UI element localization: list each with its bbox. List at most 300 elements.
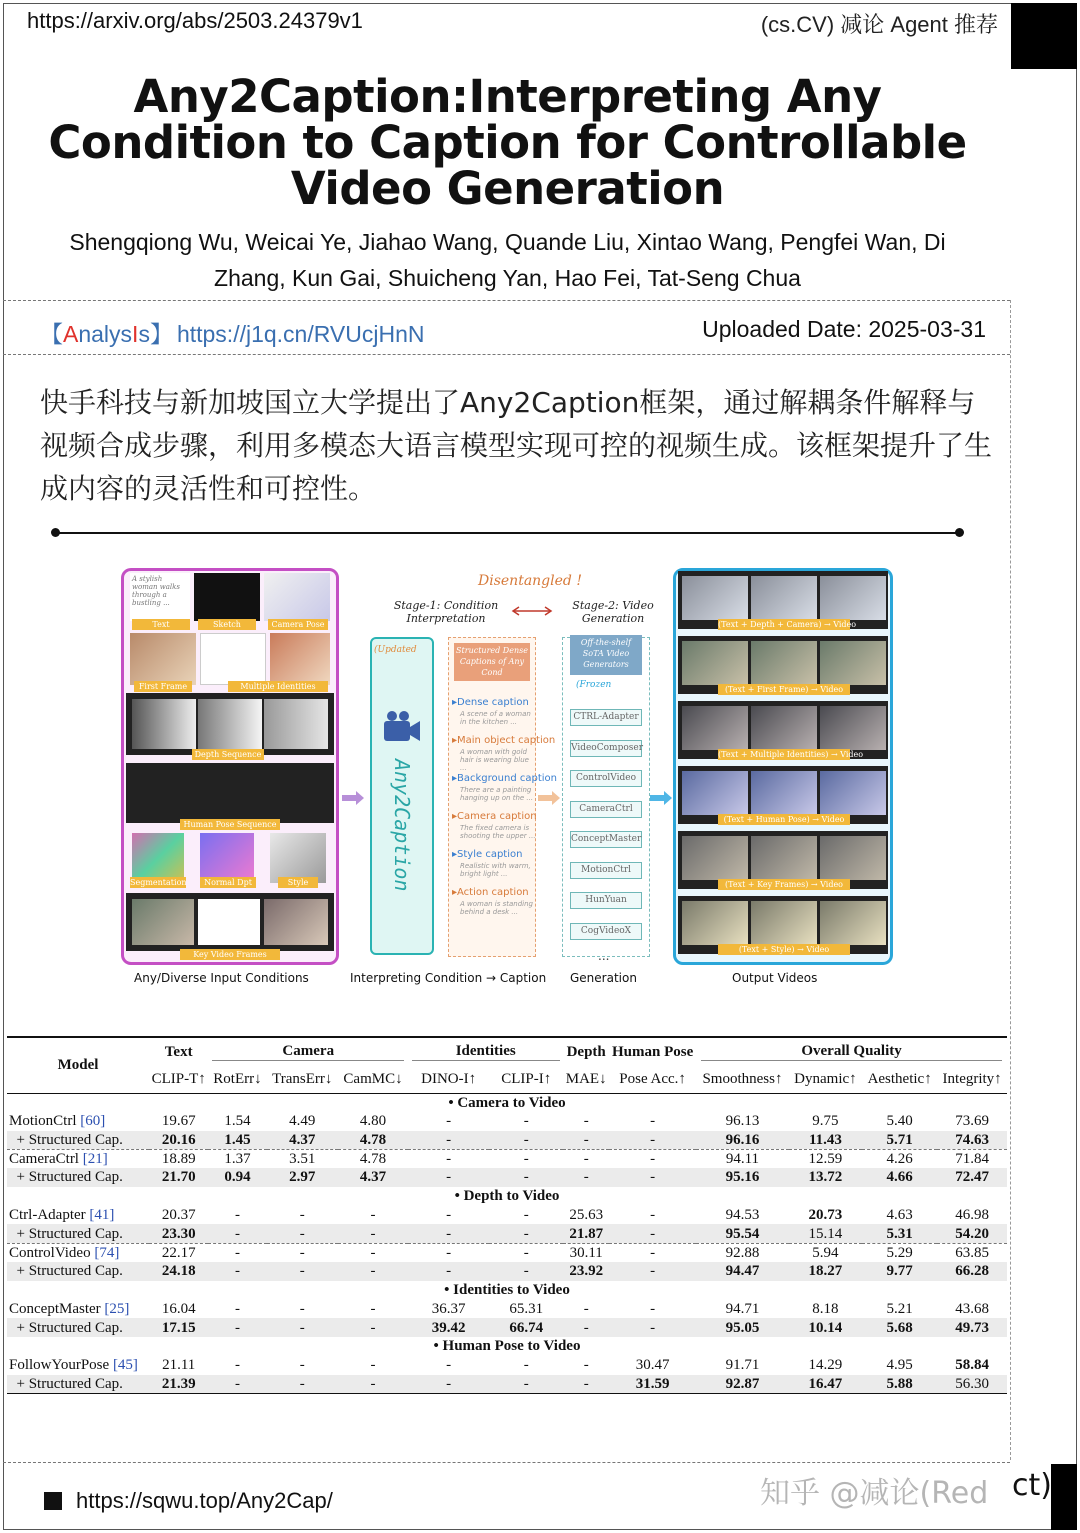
table-cell: 5.21 — [886, 1300, 913, 1317]
table-cell: - — [583, 1150, 589, 1167]
table-row — [7, 1375, 1007, 1394]
model-name — [7, 1168, 149, 1187]
camera-pose-thumbnail — [264, 573, 330, 621]
analysis-word-part: nalys — [78, 321, 133, 347]
footer-bullet — [44, 1492, 62, 1510]
table-cell: - — [370, 1357, 376, 1374]
video-camera-icon — [380, 707, 424, 747]
table-cell: - — [583, 1113, 589, 1130]
output-frame — [820, 771, 886, 815]
table-row — [7, 1300, 1007, 1319]
table-cell: - — [370, 1300, 376, 1317]
table-cell: - — [338, 1318, 408, 1337]
table-cell: 94.71 — [725, 1300, 760, 1317]
table-row — [7, 1131, 1007, 1150]
table-cell: 21.70 — [149, 1168, 208, 1187]
output-label: (Text + Key Frames) → Video — [718, 879, 850, 890]
table-cell: 2.97 — [267, 1168, 338, 1187]
section-header-row — [7, 1337, 1007, 1356]
generator-item: MotionCtrl — [570, 862, 642, 879]
structured-captions-box: Structured Dense Captions of Any Cond — [454, 643, 530, 681]
table-cell: 18.27 — [789, 1262, 862, 1281]
table-cell: 1.54 — [224, 1113, 251, 1130]
table-cell: - — [234, 1300, 240, 1317]
corner-block-top — [1011, 3, 1077, 69]
table-cell: 4.95 — [886, 1357, 913, 1374]
table-cell: 1.37 — [224, 1150, 251, 1167]
output-label: (Text + Depth + Camera) → Video — [718, 620, 857, 629]
output-frame — [682, 901, 748, 945]
table-cell: - — [338, 1375, 408, 1394]
model-name — [7, 1375, 149, 1394]
table-cell: 5.71 — [862, 1131, 937, 1150]
table-row — [7, 1356, 1007, 1375]
input-label: Segmentation — [130, 878, 187, 887]
identity-thumbnail — [270, 633, 330, 685]
output-frame — [820, 706, 886, 750]
citation-link[interactable]: [41] — [89, 1207, 115, 1224]
divider — [3, 354, 1010, 355]
output-frame — [820, 901, 886, 945]
model-name — [7, 1262, 149, 1281]
citation-link[interactable]: [60] — [80, 1113, 106, 1130]
table-row — [7, 1224, 1007, 1243]
group-label: Camera — [212, 1042, 404, 1061]
table-cell: 23.30 — [149, 1224, 208, 1243]
model-name — [7, 1318, 149, 1337]
table-cell: 66.28 — [937, 1262, 1007, 1281]
caption-item-title: ▸Dense caption — [452, 697, 529, 708]
table-cell: - — [563, 1168, 609, 1187]
table-cell: - — [650, 1300, 656, 1317]
metric-header: CLIP-I↑ — [501, 1070, 552, 1087]
arrow-right-icon — [538, 791, 560, 805]
table-cell: - — [650, 1244, 656, 1261]
col-group-camera — [208, 1037, 408, 1065]
model-name — [7, 1243, 149, 1262]
table-row — [7, 1318, 1007, 1337]
figure-caption-interpreting: Interpreting Condition → Caption — [350, 971, 547, 985]
table-cell: 39.42 — [408, 1318, 489, 1337]
input-label: Camera Pose — [268, 619, 328, 630]
citation-link[interactable]: [21] — [82, 1150, 108, 1167]
citation-link[interactable]: [25] — [104, 1300, 130, 1317]
table-cell: - — [523, 1150, 529, 1167]
caption-item-title: ▸Style caption — [452, 849, 523, 860]
output-frame — [751, 771, 817, 815]
separator-dot — [955, 528, 964, 537]
table-cell: - — [650, 1150, 656, 1167]
metric-header: CamMC↓ — [343, 1070, 403, 1087]
section-title: • Camera to Video — [448, 1094, 566, 1111]
output-frame — [682, 706, 748, 750]
bracket-close: 】 — [149, 321, 173, 347]
table-cell: 92.87 — [696, 1375, 789, 1394]
table-cell: 95.05 — [696, 1318, 789, 1337]
table-cell: 8.18 — [812, 1300, 839, 1317]
caption-item-title: ▸Action caption — [452, 887, 529, 898]
arrow-right-icon — [342, 791, 364, 805]
metric-header: Smoothness↑ — [702, 1070, 783, 1087]
model-label: + Structured Cap. — [9, 1225, 123, 1242]
table-cell: 58.84 — [955, 1357, 989, 1374]
caption-item-body: A woman is standing behind a desk ... — [460, 900, 533, 916]
bidirectional-arrow-icon — [510, 605, 554, 617]
table-cell: 65.31 — [509, 1300, 544, 1317]
table-cell: - — [299, 1207, 305, 1224]
pose-film-strip — [126, 763, 334, 823]
style-thumbnail — [270, 833, 326, 883]
key-frame — [132, 899, 194, 945]
stage-1-label: Stage-1: Condition Interpretation — [393, 599, 499, 625]
caption-item-title: ▸Background caption — [452, 773, 557, 784]
table-cell: - — [489, 1224, 563, 1243]
updated-label: (Updated — [374, 645, 417, 655]
depth-frame — [198, 699, 262, 749]
section-header-row — [7, 1187, 1007, 1206]
table-cell: 14.29 — [808, 1357, 843, 1374]
table-cell: - — [489, 1168, 563, 1187]
output-frame — [751, 706, 817, 750]
model-label: FollowYourPose — [9, 1357, 110, 1374]
table-cell: - — [489, 1262, 563, 1281]
section-header-row — [7, 1281, 1007, 1300]
table-cell: 74.63 — [937, 1131, 1007, 1150]
model-name — [7, 1112, 149, 1131]
table-cell: 73.69 — [955, 1113, 989, 1130]
table-cell: - — [408, 1224, 489, 1243]
separator-dot — [51, 528, 60, 537]
input-label: Depth Sequence — [192, 749, 264, 760]
table-cell: 4.78 — [359, 1150, 387, 1167]
model-name — [7, 1356, 149, 1375]
table-cell: 5.88 — [862, 1375, 937, 1394]
metric-header: DINO-I↑ — [421, 1070, 477, 1087]
table-row — [7, 1168, 1007, 1187]
sketch-thumbnail — [194, 573, 260, 621]
group-label: Depth — [566, 1043, 606, 1060]
analysis-link-row — [40, 316, 425, 349]
table-cell: 10.14 — [789, 1318, 862, 1337]
input-label: Text — [132, 619, 190, 630]
table-cell: 54.20 — [937, 1224, 1007, 1243]
off-the-shelf-box: Off-the-shelf SoTA Video Generators — [570, 635, 642, 675]
model-name — [7, 1131, 149, 1150]
arxiv-url[interactable]: https://arxiv.org/abs/2503.24379v1 — [27, 8, 363, 33]
col-header-model: Model — [57, 1057, 99, 1074]
table-cell: 17.15 — [149, 1318, 208, 1337]
table-cell: 25.63 — [569, 1207, 604, 1224]
table-cell: 19.67 — [161, 1113, 196, 1130]
table-cell: 5.94 — [812, 1244, 839, 1261]
identity-thumbnail — [200, 633, 266, 685]
first-frame-thumbnail — [130, 633, 196, 685]
table-cell: - — [650, 1207, 656, 1224]
table-cell: 96.13 — [725, 1113, 760, 1130]
col-group-identities — [408, 1037, 563, 1065]
table-cell: - — [370, 1207, 376, 1224]
generator-item: CogVideoX — [570, 923, 642, 940]
analysis-word-part: s — [138, 321, 150, 347]
group-label: Human Pose — [611, 1043, 694, 1060]
metric-header: Integrity↑ — [942, 1070, 1002, 1087]
table-cell: - — [489, 1131, 563, 1150]
table-cell: 20.37 — [161, 1207, 196, 1224]
table-cell: 4.37 — [338, 1168, 408, 1187]
project-url[interactable]: https://sqwu.top/Any2Cap/ — [76, 1488, 333, 1513]
table-cell: 71.84 — [955, 1150, 989, 1167]
generator-item: CTRL-Adapter — [570, 709, 642, 726]
model-label: + Structured Cap. — [9, 1375, 123, 1392]
table-cell: 5.31 — [862, 1224, 937, 1243]
table-cell: 30.47 — [635, 1357, 670, 1374]
table-cell: 4.49 — [289, 1113, 316, 1130]
section-title: • Human Pose to Video — [433, 1338, 581, 1355]
caption-item-body: There are a painting hanging up on the ... — [460, 786, 534, 802]
table-cell: - — [267, 1318, 338, 1337]
input-label: Style — [278, 877, 318, 888]
table-cell: - — [650, 1113, 656, 1130]
caption-item-body: A scene of a woman in the kitchen ... — [460, 710, 531, 726]
model-label: + Structured Cap. — [9, 1319, 123, 1336]
table-cell: - — [208, 1224, 266, 1243]
table-row — [7, 1262, 1007, 1281]
table-cell: - — [408, 1168, 489, 1187]
model-label: + Structured Cap. — [9, 1131, 123, 1148]
analysis-word-part: A — [63, 321, 79, 347]
separator-rule — [55, 532, 960, 534]
output-frame — [751, 901, 817, 945]
input-label: Sketch — [198, 619, 256, 630]
table-cell: 5.29 — [886, 1244, 913, 1261]
table-cell: 4.37 — [267, 1131, 338, 1150]
framework-figure — [118, 565, 896, 989]
table-cell: 5.68 — [862, 1318, 937, 1337]
output-label: (Text + Style) → Video — [718, 944, 850, 955]
watermark-end: ct) — [1012, 1468, 1052, 1503]
table-cell: 21.87 — [563, 1224, 609, 1243]
metric-header: Pose Acc.↑ — [619, 1070, 686, 1087]
table-cell: 92.88 — [725, 1244, 760, 1261]
depth-frame — [132, 699, 196, 749]
table-cell: - — [523, 1113, 529, 1130]
model-name — [7, 1206, 149, 1225]
input-label: Key Video Frames — [180, 949, 280, 960]
table-cell: 94.47 — [696, 1262, 789, 1281]
table-cell: - — [370, 1244, 376, 1261]
generator-item: ControlVideo — [570, 770, 642, 787]
table-cell: - — [234, 1244, 240, 1261]
col-group-text — [149, 1037, 208, 1065]
table-cell: 1.45 — [208, 1131, 266, 1150]
table-cell: - — [446, 1357, 452, 1374]
metric-header-row — [7, 1065, 1007, 1093]
table-cell: - — [446, 1244, 452, 1261]
section-header-row — [7, 1093, 1007, 1112]
table-row — [7, 1243, 1007, 1262]
results-body — [7, 1093, 1007, 1393]
analysis-word-part: I — [132, 321, 139, 347]
model-label: + Structured Cap. — [9, 1263, 123, 1280]
table-cell: - — [446, 1207, 452, 1224]
metric-header: Dynamic↑ — [794, 1070, 857, 1087]
col-group-depth — [563, 1037, 609, 1065]
table-cell: 94.53 — [725, 1207, 760, 1224]
metric-header: TransErr↓ — [272, 1070, 333, 1087]
table-row — [7, 1206, 1007, 1225]
bracket-open: 【 — [40, 321, 63, 347]
table-cell: - — [489, 1375, 563, 1394]
caption-item-body: The fixed camera is shooting the upper ... — [460, 824, 536, 840]
table-cell: 20.16 — [149, 1131, 208, 1150]
table-cell: 36.37 — [431, 1300, 466, 1317]
table-cell: 15.14 — [789, 1224, 862, 1243]
table-cell: - — [563, 1318, 609, 1337]
metric-header: MAE↓ — [565, 1070, 607, 1087]
caption-item-title: ▸Main object caption — [452, 735, 556, 746]
analysis-link[interactable]: https://j1q.cn/RVUcjHnN — [176, 321, 425, 347]
corner-block-bottom — [1051, 1464, 1077, 1530]
table-cell: - — [609, 1262, 696, 1281]
group-label: Overall Quality — [701, 1042, 1001, 1061]
summary-text: 快手科技与新加坡国立大学提出了Any2Caption框架，通过解耦条件解释与视频合成步骤，利用多模态大语言模型实现可控的视频生成。该框架提升了生成内容的灵活性和可控性。 — [40, 386, 993, 505]
table-cell: - — [408, 1262, 489, 1281]
any2caption-label: Any2Caption — [390, 758, 414, 892]
table-cell: 20.73 — [808, 1207, 843, 1224]
table-cell: 5.40 — [886, 1113, 913, 1130]
output-label: (Text + First Frame) → Video — [718, 684, 850, 695]
table-cell: - — [523, 1207, 529, 1224]
output-frame — [682, 641, 748, 685]
table-cell: - — [208, 1262, 266, 1281]
table-cell: 56.30 — [937, 1375, 1007, 1394]
segmentation-thumbnail — [132, 833, 184, 883]
table-cell: - — [299, 1300, 305, 1317]
citation-link[interactable]: [45] — [112, 1357, 138, 1374]
generator-item: CameraCtrl — [570, 801, 642, 818]
table-cell: 4.63 — [886, 1207, 913, 1224]
table-cell: 66.74 — [489, 1318, 563, 1337]
section-title: • Depth to Video — [454, 1188, 560, 1205]
key-frame — [264, 899, 328, 945]
table-cell: - — [208, 1318, 266, 1337]
table-cell: 4.26 — [886, 1150, 913, 1167]
results-table — [7, 1036, 1007, 1394]
table-cell: - — [408, 1375, 489, 1394]
input-label: Human Pose Sequence — [180, 819, 280, 830]
output-frame — [682, 771, 748, 815]
model-label: ConceptMaster — [9, 1300, 101, 1317]
table-cell: 4.66 — [862, 1168, 937, 1187]
table-cell: 49.73 — [937, 1318, 1007, 1337]
table-cell: 21.11 — [162, 1357, 196, 1374]
output-frame — [751, 836, 817, 880]
table-cell: - — [208, 1375, 266, 1394]
table-cell: 46.98 — [955, 1207, 989, 1224]
citation-link[interactable]: [74] — [94, 1244, 120, 1261]
table-cell: - — [609, 1131, 696, 1150]
table-cell: 4.78 — [338, 1131, 408, 1150]
model-name — [7, 1300, 149, 1319]
group-label: Identities — [412, 1042, 560, 1061]
figure-caption-generation: Generation — [570, 971, 637, 985]
table-cell: - — [267, 1224, 338, 1243]
output-label: (Text + Human Pose) → Video — [718, 814, 850, 825]
table-cell: 13.72 — [789, 1168, 862, 1187]
table-cell: - — [234, 1207, 240, 1224]
table-cell: - — [299, 1244, 305, 1261]
input-label: Multiple Identities — [228, 681, 328, 692]
group-label: Text — [164, 1043, 193, 1060]
table-cell: - — [338, 1224, 408, 1243]
col-group-pose — [609, 1037, 696, 1065]
input-label: First Frame — [134, 681, 192, 692]
table-cell: 31.59 — [609, 1375, 696, 1394]
divider-vertical — [1010, 300, 1011, 1460]
table-row — [7, 1112, 1007, 1131]
stage-2-label: Stage-2: Video Generation — [572, 599, 654, 625]
table-cell: 0.94 — [208, 1168, 266, 1187]
table-cell: 16.04 — [161, 1300, 196, 1317]
output-frame — [682, 836, 748, 880]
table-cell: - — [338, 1262, 408, 1281]
depth-frame — [264, 699, 328, 749]
output-frame — [820, 576, 886, 620]
divider — [3, 1462, 1010, 1463]
disentangled-label: Disentangled ! — [478, 573, 582, 589]
table-cell: 24.18 — [149, 1262, 208, 1281]
table-cell: 11.43 — [789, 1131, 862, 1150]
table-cell: 4.80 — [359, 1113, 387, 1130]
table-cell: 23.92 — [563, 1262, 609, 1281]
table-cell: 22.17 — [161, 1244, 196, 1261]
output-frame — [820, 836, 886, 880]
model-name — [7, 1224, 149, 1243]
table-cell: - — [267, 1262, 338, 1281]
table-cell: 43.68 — [955, 1300, 989, 1317]
table-cell: - — [267, 1375, 338, 1394]
table-row — [7, 1149, 1007, 1168]
table-cell: - — [523, 1357, 529, 1374]
table-cell: 91.71 — [725, 1357, 760, 1374]
normal-thumbnail — [200, 833, 254, 883]
model-label: ControlVideo — [9, 1244, 91, 1261]
category-tag: (cs.CV) 减论 Agent 推荐 — [760, 12, 998, 37]
table-cell: 30.11 — [569, 1244, 603, 1261]
table-cell: 16.47 — [789, 1375, 862, 1394]
paper-authors: Shengqiong Wu, Weicai Ye, Jiahao Wang, Quande Liu, Xintao Wang, Pengfei Wan, Di Zhang, Kun Gai, Shuicheng Yan, Hao Fei, Tat-Seng Chua — [69, 229, 946, 291]
table-cell: - — [446, 1150, 452, 1167]
table-cell: - — [563, 1131, 609, 1150]
table-cell: - — [299, 1357, 305, 1374]
figure-caption-output: Output Videos — [732, 971, 818, 985]
generator-item: ConceptMaster — [570, 831, 642, 848]
metric-header: Aesthetic↑ — [867, 1070, 932, 1087]
frozen-label: (Frozen — [576, 680, 612, 690]
model-label: Ctrl-Adapter — [9, 1207, 86, 1224]
table-cell: 72.47 — [937, 1168, 1007, 1187]
table-cell: - — [609, 1168, 696, 1187]
section-title: • Identities to Video — [444, 1282, 570, 1298]
output-frame — [751, 641, 817, 685]
output-label: (Text + Multiple Identities) → Video — [718, 750, 864, 759]
col-group-overall — [696, 1037, 1007, 1065]
key-frame — [198, 899, 260, 945]
model-label: MotionCtrl — [9, 1113, 77, 1130]
table-cell: 3.51 — [289, 1150, 316, 1167]
table-cell: - — [408, 1131, 489, 1150]
metric-header: CLIP-T↑ — [151, 1070, 206, 1087]
